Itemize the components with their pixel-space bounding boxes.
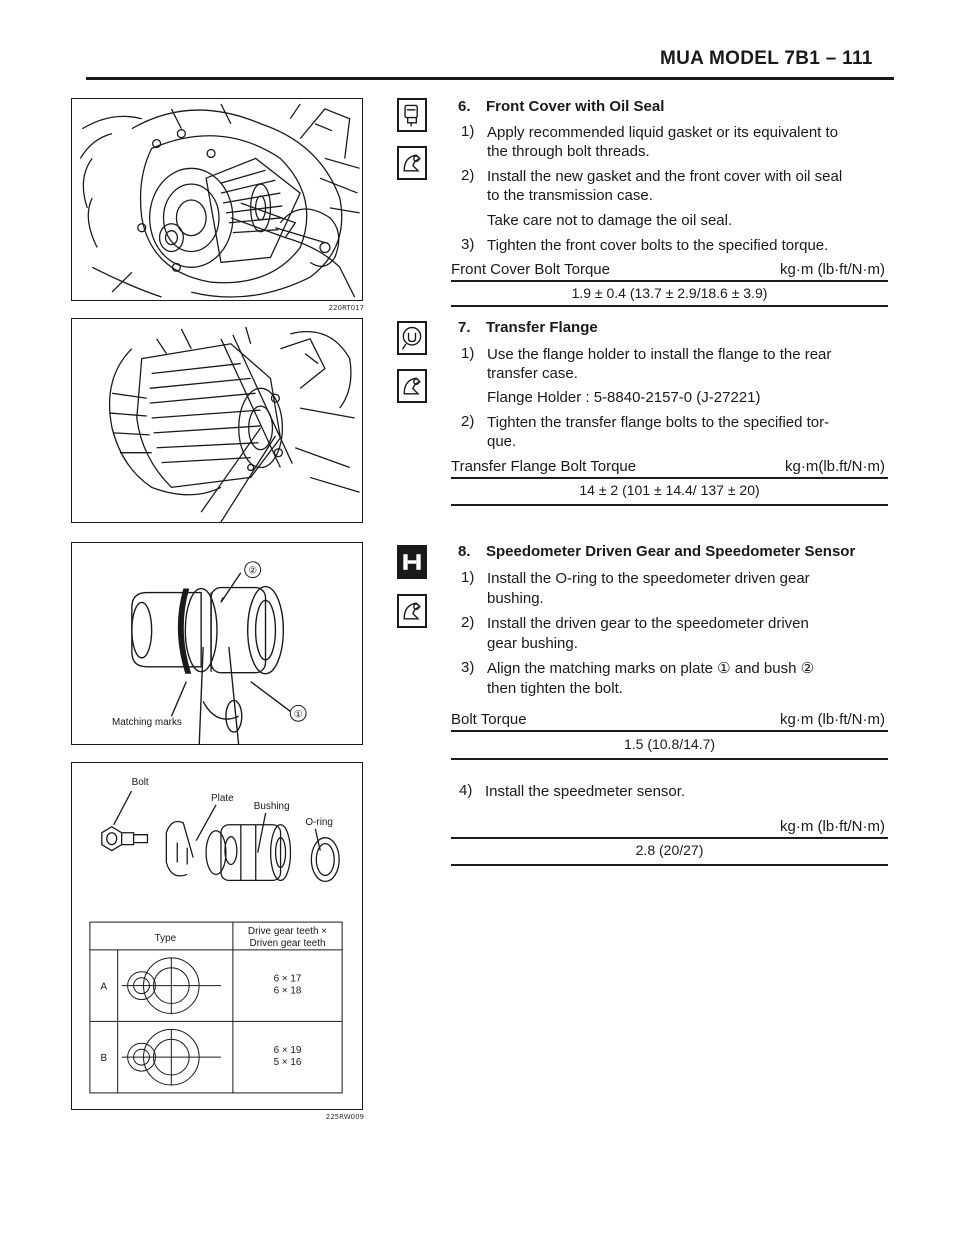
- step-text: then tighten the bolt.: [487, 680, 623, 697]
- tighten-wrench-icon: [397, 594, 427, 628]
- transfer-flange-illustration: [72, 319, 362, 522]
- step-text: Install the O-ring to the speedometer driven gear: [487, 570, 810, 587]
- step-number: 2): [461, 614, 475, 631]
- special-tool-text: Flange Holder : 5-8840-2157-0 (J-27221): [487, 389, 761, 406]
- callout-1: ①: [293, 709, 303, 721]
- label-bolt: Bolt: [131, 777, 149, 789]
- torque-rule: [451, 730, 888, 732]
- section-number: 6.: [458, 98, 471, 115]
- figure-front-cover: [71, 98, 364, 312]
- step-text: Apply recommended liquid gasket or its equivalent to: [487, 124, 839, 141]
- bush-alignment-illustration: [72, 543, 362, 744]
- step-number: 1): [461, 123, 475, 140]
- step-text: the through bolt threads.: [487, 143, 650, 160]
- step-text: transfer case.: [487, 365, 578, 382]
- label-oring: O-ring: [305, 816, 333, 828]
- torque-rule: [451, 504, 888, 506]
- step-number: 2): [461, 413, 475, 430]
- table-header-teeth-2: Driven gear teeth: [249, 937, 326, 949]
- table-cell-teeth: 6 × 17: [273, 973, 302, 985]
- step-text: Use the flange holder to install the flange to the rear: [487, 346, 832, 363]
- torque-value: 2.8 (20/27): [635, 842, 704, 858]
- figure-driven-gear-parts: [71, 762, 364, 1121]
- figure-code: 220RT017: [328, 304, 364, 312]
- step-text: que.: [487, 433, 517, 450]
- label-bushing: Bushing: [253, 800, 290, 812]
- driven-gear-parts-illustration: [72, 763, 362, 1109]
- table-row-type: A: [100, 981, 108, 993]
- step-text: Install the driven gear to the speedometer driven: [487, 615, 809, 632]
- table-row-type: B: [100, 1053, 108, 1065]
- step-text: Tighten the transfer flange bolts to the specified tor-: [487, 414, 830, 431]
- step-text: gear bushing.: [487, 635, 578, 652]
- torque-value: 1.9 ± 0.4 (13.7 ± 2.9/18.6 ± 3.9): [571, 285, 768, 301]
- torque-unit: kg·m (lb·ft/N·m): [780, 711, 885, 728]
- header-rule: [86, 77, 894, 80]
- section-number: 8.: [458, 543, 471, 560]
- step-text: Align the matching marks on plate ① and bush ②: [487, 660, 815, 677]
- step-text: bushing.: [487, 590, 544, 607]
- torque-value: 1.5 (10.8/14.7): [623, 736, 716, 752]
- step-number: 4): [459, 782, 473, 799]
- label-plate: Plate: [211, 792, 234, 804]
- step-number: 1): [461, 569, 475, 586]
- matching-marks-label: Matching marks: [112, 717, 182, 729]
- torque-rule: [451, 280, 888, 282]
- step-text: to the transmission case.: [487, 187, 653, 204]
- torque-rule: [451, 864, 888, 866]
- front-cover-illustration: [72, 99, 362, 300]
- step-number: 3): [461, 236, 475, 253]
- step-text: Install the speedmeter sensor.: [485, 783, 686, 800]
- table-cell-teeth: 5 × 16: [273, 1057, 302, 1069]
- figure-code: 225RW009: [325, 1113, 364, 1121]
- figure-bush-alignment: [71, 542, 363, 745]
- tighten-wrench-icon: [397, 146, 427, 180]
- section-title: Front Cover with Oil Seal: [486, 98, 665, 115]
- callout-2: ②: [248, 565, 258, 577]
- step-number: 2): [461, 167, 475, 184]
- torque-label: Transfer Flange Bolt Torque: [451, 458, 637, 475]
- section-title: Speedometer Driven Gear and Speedometer Sensor: [486, 543, 856, 560]
- table-header-type: Type: [154, 932, 177, 944]
- table-cell-teeth: 6 × 19: [273, 1045, 302, 1057]
- section-number: 7.: [458, 319, 471, 336]
- torque-unit: kg·m (lb·ft/N·m): [780, 261, 885, 278]
- step-text: Tighten the front cover bolts to the specified torque.: [487, 237, 829, 254]
- table-header-teeth-1: Drive gear teeth ×: [247, 926, 328, 938]
- torque-rule: [451, 758, 888, 760]
- torque-label: Bolt Torque: [451, 711, 527, 728]
- step-text: Install the new gasket and the front cover with oil seal: [487, 168, 843, 185]
- torque-unit: kg·m(lb.ft/N·m): [785, 458, 885, 475]
- step-number: 1): [461, 345, 475, 362]
- page-header: MUA MODEL 7B1 – 111: [660, 48, 873, 69]
- figure-transfer-flange: [71, 318, 363, 523]
- step-number: 3): [461, 659, 475, 676]
- torque-value: 14 ± 2 (101 ± 14.4/ 137 ± 20): [579, 482, 760, 498]
- torque-label: Front Cover Bolt Torque: [451, 261, 610, 278]
- tighten-wrench-icon: [397, 369, 427, 403]
- torque-unit: kg·m (lb·ft/N·m): [780, 818, 885, 835]
- special-tool-icon: [397, 321, 427, 355]
- table-cell-teeth: 6 × 18: [273, 985, 302, 997]
- torque-rule: [451, 305, 888, 307]
- section-title: Transfer Flange: [486, 319, 598, 336]
- torque-rule: [451, 837, 888, 839]
- install-part-icon: [397, 545, 427, 579]
- step-note: Take care not to damage the oil seal.: [487, 212, 733, 229]
- torque-rule: [451, 477, 888, 479]
- liquid-gasket-icon: [397, 98, 427, 132]
